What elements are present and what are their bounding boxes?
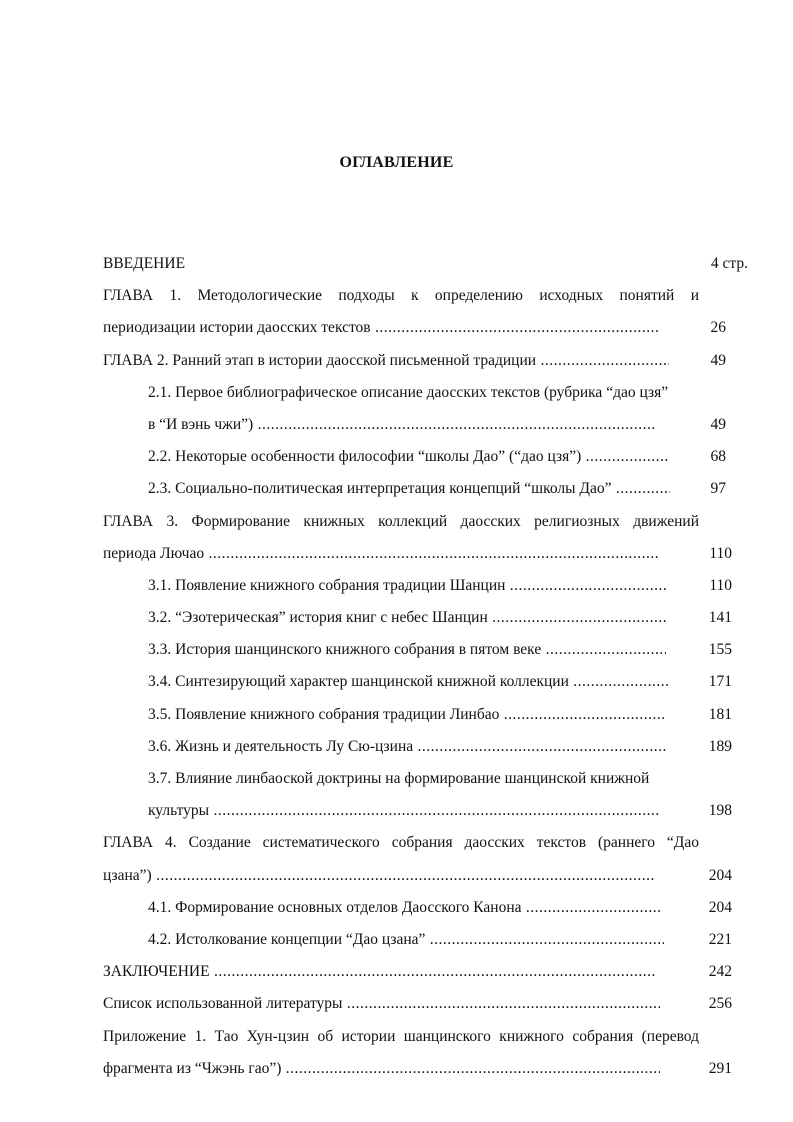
- toc-entry-label: 3.4. Синтезирующий характер шанцинской книжной коллекции .....: [148, 666, 668, 698]
- toc-entry-chapter-3-line-1[interactable]: [0, 506, 793, 538]
- toc-entry-label: фрагмента из “Чжэнь гао”) .....: [103, 1053, 660, 1085]
- toc-entry-bibliography[interactable]: [0, 988, 793, 1020]
- toc-entry-label: 3.7. Влияние линбаоской доктрины на формирование шанцинской книжной: [148, 770, 650, 787]
- toc-entry-3-5[interactable]: [0, 699, 793, 731]
- toc-page-number: 181: [708, 705, 732, 723]
- toc-page-number: 26: [710, 319, 726, 337]
- toc-entry-label: 2.2. Некоторые особенности философии “школы Дао” (“дао цзя”) .....: [148, 441, 668, 473]
- toc-page-number: 110: [709, 576, 732, 594]
- toc-page-number: 110: [709, 544, 732, 562]
- toc-entry-label: Список использованной литературы .....: [103, 988, 660, 1020]
- toc-entry-3-6[interactable]: [0, 731, 793, 763]
- toc-entry-label: в “И вэнь чжи”) .....: [148, 409, 654, 441]
- toc-entry-label: ЗАКЛЮЧЕНИЕ .....: [103, 956, 656, 988]
- toc-page-number: 189: [708, 737, 732, 755]
- toc-entry-label: периодизации истории даосских текстов .....: [103, 312, 660, 344]
- toc-entry-label: 2.3. Социально-политическая интерпретация концепций “школы Дао” .....: [148, 473, 670, 505]
- toc-entry-label: периода Лючао .....: [103, 538, 660, 570]
- toc-entry-chapter-4-line-1[interactable]: [0, 827, 793, 859]
- toc-entry-label: ГЛАВА 3. Формирование книжных коллекций даосских религиозных движений: [103, 512, 699, 530]
- toc-page-number: 256: [708, 995, 732, 1013]
- toc-page-number: 49: [710, 351, 726, 369]
- toc-page-number: 49: [710, 415, 726, 433]
- toc-entry-label: 3.5. Появление книжного собрания традиции Линбао .....: [148, 699, 664, 731]
- toc-entry-3-3[interactable]: [0, 634, 793, 666]
- toc-page-number: 4 стр.: [710, 255, 748, 272]
- toc-entry-2-3[interactable]: [0, 473, 793, 505]
- page-title: ОГЛАВЛЕНИЕ: [339, 154, 454, 171]
- toc-entry-2-2[interactable]: [0, 441, 793, 473]
- toc-entry-3-7-line-1[interactable]: [0, 763, 793, 795]
- toc-entry-label: культуры .....: [148, 795, 660, 827]
- toc-entry-3-2[interactable]: [0, 602, 793, 634]
- toc-page-number: 204: [708, 898, 732, 916]
- toc-entry-label: Приложение 1. Тао Хун-цзин об истории шанцинского книжного собрания (перевод: [103, 1027, 699, 1045]
- toc-page-number: 171: [708, 673, 732, 691]
- toc-entry-label: ГЛАВА 2. Ранний этап в истории даосской письменной традиции .....: [103, 345, 669, 377]
- toc-entry-label: 3.6. Жизнь и деятельность Лу Сю-цзина .....: [148, 731, 666, 763]
- toc-entry-label: 4.2. Истолкование концепции “Дао цзана” .....: [148, 924, 664, 956]
- toc-entry-4-1[interactable]: [0, 892, 793, 924]
- toc-page-number: 141: [708, 609, 732, 627]
- toc-entry-label: 4.1. Формирование основных отделов Даосского Канона .....: [148, 892, 662, 924]
- toc-entry-label: ГЛАВА 1. Методологические подходы к определению исходных понятий и: [103, 287, 699, 305]
- toc-entry-label: ВВЕДЕНИЕ: [103, 255, 186, 272]
- toc-entry-appendix-1-line-1[interactable]: [0, 1021, 793, 1053]
- toc-entry-chapter-2[interactable]: [0, 345, 793, 377]
- toc-entry-3-1[interactable]: [0, 570, 793, 602]
- toc-entry-appendix-1-line-2[interactable]: [0, 1053, 793, 1085]
- toc-entry-chapter-1-line-1[interactable]: [0, 280, 793, 312]
- toc-page-number: 155: [708, 641, 732, 659]
- toc-page-number: 221: [708, 930, 732, 948]
- toc-entry-3-4[interactable]: [0, 666, 793, 698]
- toc-entry-label: 2.1. Первое библиографическое описание даосских текстов (рубрика “дао цзя”: [148, 383, 669, 401]
- toc-entry-3-7-line-2[interactable]: [0, 795, 793, 827]
- toc-entry-2-1-line-2[interactable]: [0, 409, 793, 441]
- toc-entry-chapter-3-line-2[interactable]: [0, 538, 793, 570]
- toc-page-number: 204: [708, 866, 732, 884]
- toc-page-number: 291: [708, 1059, 732, 1077]
- toc-entry-label: ГЛАВА 4. Создание систематического собрания даосских текстов (раннего “Дао: [103, 834, 699, 852]
- toc-entry-chapter-4-line-2[interactable]: [0, 860, 793, 892]
- toc-entry-2-1-line-1[interactable]: [0, 377, 793, 409]
- toc-entry-4-2[interactable]: [0, 924, 793, 956]
- toc-entry-chapter-1-line-2[interactable]: [0, 312, 793, 344]
- toc-page-number: 198: [708, 802, 732, 820]
- toc-entry-label: 3.3. История шанцинского книжного собрания в пятом веке .....: [148, 634, 666, 666]
- table-of-contents: [0, 248, 793, 1085]
- toc-entry-label: 3.2. “Эзотерическая” история книг с небес Шанцин .....: [148, 602, 668, 634]
- toc-page-number: 242: [708, 963, 732, 981]
- toc-entry-intro[interactable]: [0, 248, 793, 280]
- toc-entry-label: цзана”) .....: [103, 860, 656, 892]
- toc-entry-label: 3.1. Появление книжного собрания традиции Шанцин .....: [148, 570, 668, 602]
- toc-entry-conclusion[interactable]: [0, 956, 793, 988]
- toc-page-number: 68: [710, 448, 726, 466]
- toc-page-number: 97: [710, 480, 726, 498]
